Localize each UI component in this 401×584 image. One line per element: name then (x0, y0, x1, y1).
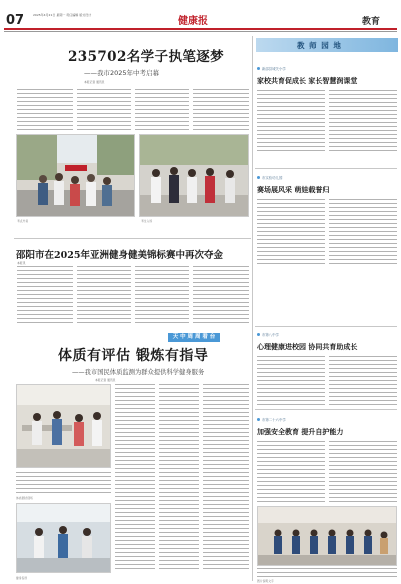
lead-photo-2 (139, 134, 249, 217)
second-text-col-2 (77, 266, 131, 326)
sidebar-photo (257, 506, 397, 566)
item-2-text-col-1 (257, 199, 325, 267)
item-2-text-col-2 (329, 199, 397, 267)
sidebar-banner-title: 教 师 园 地 (297, 41, 342, 50)
paper-logo: 健康报 (178, 16, 208, 27)
third-photo-1-caption-text (16, 472, 111, 494)
lead-photo-1-caption: 考点外景 (17, 219, 29, 223)
masthead-rule (4, 28, 397, 30)
item-4-section: 市第二十六中学 (262, 418, 286, 422)
sidebar-photo-image (258, 507, 396, 565)
lead-photo-1-image (17, 135, 134, 216)
item-3-section: 市第八中学 (262, 333, 279, 337)
item-3-text-col-1 (257, 356, 325, 406)
lead-text-col-3 (135, 89, 189, 133)
third-byline: 本报记者 通讯员 (95, 378, 116, 382)
item-3-text-col-2 (329, 356, 397, 406)
lead-byline: 本报记者 通讯员 (84, 80, 105, 84)
third-photo-1-image (17, 385, 110, 467)
third-photo-2 (16, 503, 111, 573)
section-label: 教育 (362, 17, 381, 27)
item-4-title: 加强安全教育 提升自护能力 (257, 427, 344, 436)
second-byline: 本报讯 (17, 261, 26, 265)
third-text-col-2 (159, 384, 199, 572)
item-4-text-col-1 (257, 441, 325, 503)
page-number: 07 (6, 13, 25, 28)
second-text-col-1 (17, 266, 73, 326)
item-1-text-col-1 (257, 90, 325, 154)
third-subheadline: ——我市国民体质监测为群众提供科学健身服务 (72, 369, 205, 376)
item-2-section: 市实验幼儿园 (262, 176, 283, 180)
item-2-bullet-icon (257, 176, 260, 179)
item-divider-2 (255, 326, 397, 327)
lead-photo-2-image (140, 135, 248, 216)
date-info: 2025年4月21日 星期一 责任编辑 版式设计 (33, 13, 92, 17)
third-text-col-1 (115, 384, 155, 572)
item-2-title: 赛场展风采 萌娃载誉归 (257, 185, 330, 194)
item-3-bullet-icon (257, 333, 260, 336)
sidebar-photo-caption: 图片说明文字 (257, 579, 274, 583)
item-1-section: 新邵县城关小学 (262, 67, 286, 71)
third-photo-1-caption: 体质测试现场 (16, 496, 33, 500)
lead-text-col-1 (17, 89, 73, 133)
sidebar-photo-caption-text (257, 568, 397, 578)
third-photo-2-image (17, 504, 110, 572)
column-tag: 天 中 周 周 看 台 (168, 333, 220, 342)
item-4-text-col-2 (329, 441, 397, 503)
lead-subheadline: ——我市2025年中考启幕 (84, 69, 160, 77)
lead-text-col-2 (77, 89, 131, 133)
masthead-subrule (4, 31, 397, 32)
lead-headline: 235702名学子执笔逐梦 (68, 49, 225, 65)
item-1-title: 家校共育促成长 家长智慧润课堂 (257, 76, 358, 85)
lead-text-col-4 (193, 89, 249, 133)
third-text-col-3 (203, 384, 249, 572)
third-photo-2-caption: 健身指导 (16, 576, 28, 580)
third-headline: 体质有评估 锻炼有指导 (58, 348, 209, 364)
item-3-title: 心理健康进校园 协同共育助成长 (257, 342, 358, 351)
second-text-col-4 (193, 266, 249, 326)
item-4-bullet-icon (257, 418, 260, 421)
item-divider-3 (255, 409, 397, 410)
second-text-col-3 (135, 266, 189, 326)
lead-photo-2-caption: 考生入场 (141, 219, 153, 223)
column-divider (252, 36, 253, 581)
item-divider-1 (255, 168, 397, 169)
divider (14, 238, 251, 239)
lead-photo-1 (16, 134, 135, 217)
second-headline: 邵阳市在2025年亚洲健身健美锦标赛中再次夺金 (16, 250, 223, 261)
item-1-text-col-2 (329, 90, 397, 154)
item-1-bullet-icon (257, 67, 260, 70)
third-photo-1 (16, 384, 111, 468)
